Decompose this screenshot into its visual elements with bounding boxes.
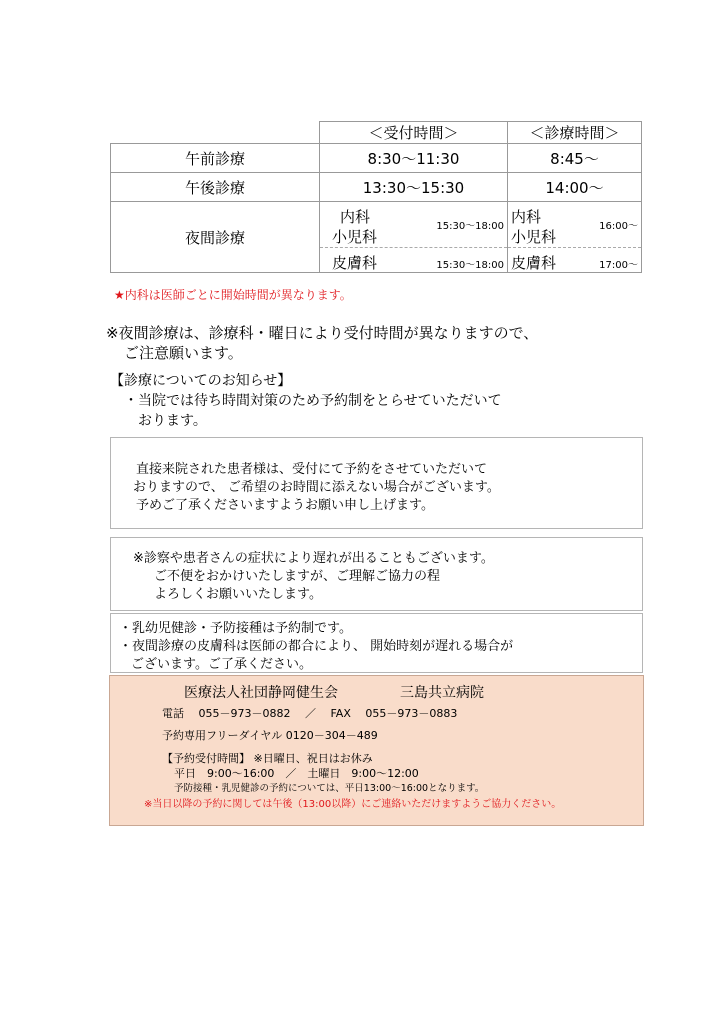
hospital-footer [109,675,644,826]
box1-line-2: おりますので、 ご希望のお時間に添えない場合がございます。 [133,480,500,495]
reception-morning: 8:30〜11:30 [320,144,508,173]
reception-hours: 平日 9:00〜16:00 ／ 土曜日 9:00〜12:00 [174,767,419,780]
night-treatment-time-2: 17:00〜 [599,260,638,271]
vaccination-note: 予防接種・乳児健診の予約については、平日13:00〜16:00となります。 [174,783,485,794]
reception-night [320,202,508,273]
notice-line-2: ご注意願います。 [124,344,243,362]
hospital-name: 三島共立病院 [400,685,484,701]
notice-box-1 [110,437,643,529]
empty-header-cell [111,122,320,144]
night-hifuka: 皮膚科 [332,254,378,272]
divider [508,247,641,248]
reception-afternoon: 13:30〜15:30 [320,173,508,202]
divider [320,247,507,248]
night-treatment-hifuka: 皮膚科 [511,254,557,272]
phone-fax: 電話 055－973－0882 ／ FAX 055－973－0883 [162,707,458,720]
box2-line-3: よろしくお願いいたします。 [154,587,322,602]
treatment-morning: 8:45〜 [508,144,642,173]
night-treatment-naika: 内科 [511,208,542,226]
header-treatment: ＜診療時間＞ [508,122,642,144]
night-treatment-time-1: 16:00〜 [599,221,638,232]
section-title: 【診療についてのお知らせ】 [110,373,292,389]
treatment-night [508,202,642,273]
org-name: 医療法人社団静岡健生会 [184,685,338,701]
row-label-afternoon: 午後診療 [111,173,320,202]
night-treatment-shonika: 小児科 [511,228,557,246]
footer-red-note: ※当日以降の予約に関しては午後（13:00以降）にご連絡いただけますようご協力ください。 [144,799,562,810]
box1-line-3: 予めご了承くださいますようお願い申し上げます。 [136,498,434,513]
section-line-2: おります。 [138,413,207,429]
box3-line-1: ・乳幼児健診・予防接種は予約制です。 [119,621,352,636]
night-naika: 内科 [340,208,371,226]
box3-line-3: ございます。ご了承ください。 [131,657,312,672]
box2-line-1: ※診察や患者さんの症状により遅れが出ることもございます。 [133,551,494,566]
reception-title: 【予約受付時間】 ※日曜日、祝日はお休み [162,752,373,765]
section-line-1: ・当院では待ち時間対策のため予約制をとらせていただいて [124,393,502,409]
night-reception-time-2: 15:30〜18:00 [436,260,504,271]
row-label-morning: 午前診療 [111,144,320,173]
row-label-night [111,202,320,273]
box2-line-2: ご不便をおかけいたしますが、ご理解ご協力の程 [154,569,441,584]
notice-box-2 [110,537,643,611]
note-red: ★内科は医師ごとに開始時間が異なります。 [114,288,352,302]
header-reception: ＜受付時間＞ [320,122,508,144]
night-reception-time-1: 15:30〜18:00 [436,221,504,232]
notice-box-3 [110,613,643,673]
box3-line-2: ・夜間診療の皮膚科は医師の都合により、 開始時刻が遅れる場合が [119,639,514,654]
notice-line-1: ※夜間診療は、診療科・曜日により受付時間が異なりますので、 [106,324,539,342]
treatment-afternoon: 14:00〜 [508,173,642,202]
hours-table [110,121,642,273]
box1-line-1: 直接来院された患者様は、受付にて予約をさせていただいて [136,462,488,477]
night-shonika: 小児科 [332,228,378,246]
night-label: 夜間診療 [184,228,245,247]
free-dial: 予約専用フリーダイヤル 0120－304－489 [162,729,378,742]
